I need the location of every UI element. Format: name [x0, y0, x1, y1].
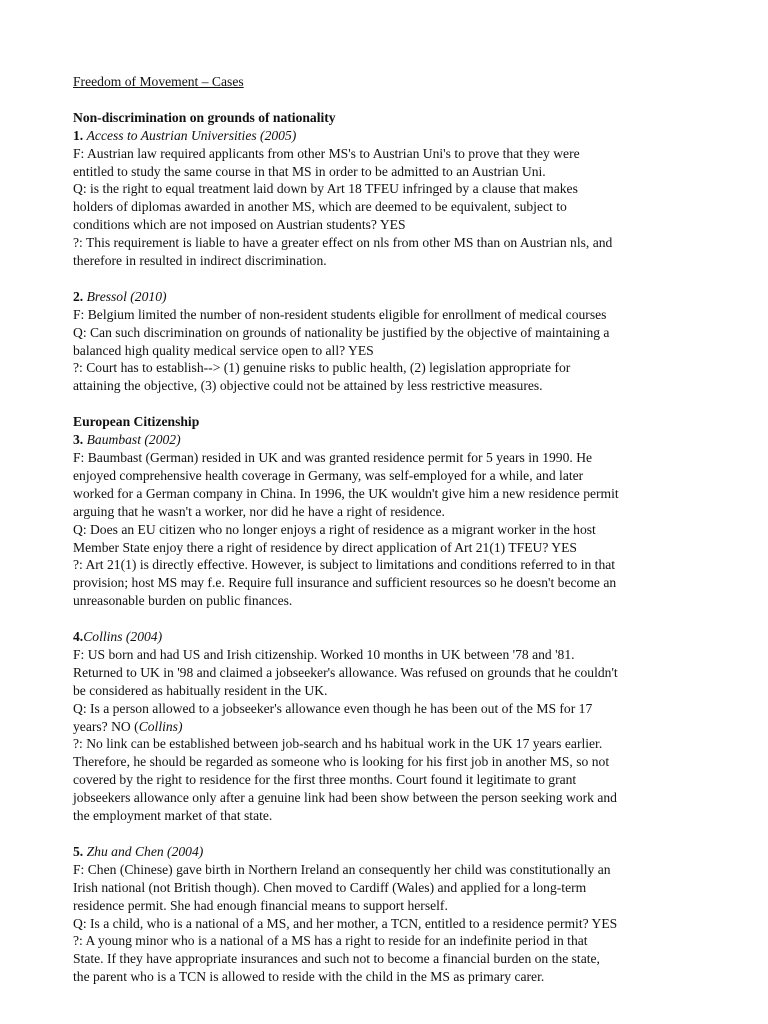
- case-line: Q: Does an EU citizen who no longer enjoys a right of residence as a migrant worker in the host: [73, 521, 596, 537]
- case-number: 2.: [73, 288, 84, 304]
- spacer: [73, 610, 733, 628]
- case-name: Baumbast (2002): [86, 432, 181, 448]
- case-number: 5.: [73, 843, 84, 859]
- case-line: therefore in resulted in indirect discrimination.: [73, 253, 327, 269]
- case-line: provision; host MS may f.e. Require full insurance and sufficient resources so he doesn't become an: [73, 575, 617, 591]
- case-line: arguing that he wasn't a worker, nor did he have a right of residence.: [73, 503, 445, 519]
- case-line: Returned to UK in '98 and claimed a jobseeker's allowance. Was refused on grounds that he couldn't: [73, 664, 618, 680]
- case-name: Collins (2004): [83, 629, 163, 645]
- case-line: State. If they have appropriate insurances and such not to become a financial burden on the state,: [73, 951, 600, 967]
- case-citation: Collins): [138, 718, 183, 734]
- case-line: the employment market of that state.: [73, 808, 273, 824]
- case-title: [73, 843, 733, 861]
- case-title: [73, 431, 733, 449]
- section-heading: Non-discrimination on grounds of nationality: [73, 109, 336, 125]
- case-line: Irish national (not British though). Chen moved to Cardiff (Wales) and applied for a long-term: [73, 879, 587, 895]
- spacer: [73, 270, 733, 288]
- case-line: entitled to study the same course in that MS in order to be admitted to an Austrian Uni.: [73, 163, 546, 179]
- case-title: [73, 288, 733, 306]
- case-line: jobseekers allowance only after a genuine link had been show between the person seeking work and: [73, 790, 617, 806]
- case-line: unreasonable burden on public finances.: [73, 593, 293, 609]
- case-line: F: Austrian law required applicants from other MS's to Austrian Uni's to prove that they were: [73, 145, 580, 161]
- case-line: Q: Is a person allowed to a jobseeker's allowance even though he has been out of the MS for 17: [73, 700, 593, 716]
- document-page: [73, 73, 733, 986]
- case-line: ?: Court has to establish--> (1) genuine risks to public health, (2) legislation appropriate for: [73, 360, 571, 376]
- spacer: [73, 395, 733, 413]
- case-line: ?: No link can be established between job-search and hs habitual work in the UK 17 years earlier.: [73, 736, 603, 752]
- case-line-prefix: years? NO (: [73, 718, 139, 734]
- case-number: 4.: [73, 629, 84, 645]
- case-line: covered by the right to residence for the first three months. Court found it legitimate to grant: [73, 772, 577, 788]
- spacer: [73, 825, 733, 843]
- case-line: enjoyed comprehensive health coverage in Germany, was self-employed for a while, and later: [73, 467, 584, 483]
- case-line: Q: Can such discrimination on grounds of nationality be justified by the objective of maintaining a: [73, 324, 610, 340]
- case-line: F: Belgium limited the number of non-resident students eligible for enrollment of medical courses: [73, 306, 607, 322]
- case-line: holders of diplomas awarded in another MS, which are deemed to be equivalent, subject to: [73, 199, 567, 215]
- case-name: Bressol (2010): [86, 288, 167, 304]
- case-line: ?: This requirement is liable to have a greater effect on nls from other MS than on Austrian nls, and: [73, 235, 613, 251]
- case-line: F: Baumbast (German) resided in UK and was granted residence permit for 5 years in 1990. He: [73, 449, 593, 465]
- case-line: ?: Art 21(1) is directly effective. However, is subject to limitations and conditions referred to in that: [73, 557, 616, 573]
- case-line: attaining the objective, (3) objective could not be attained by less restrictive measures.: [73, 378, 543, 394]
- case-line: balanced high quality medical service open to all? YES: [73, 342, 374, 358]
- case-line: worked for a German company in China. In 1996, the UK wouldn't give him a new residence permit: [73, 485, 619, 501]
- document-title: Freedom of Movement – Cases: [73, 74, 244, 89]
- case-line: F: Chen (Chinese) gave birth in Northern Ireland an consequently her child was constitutionally an: [73, 861, 611, 877]
- case-name: Zhu and Chen (2004): [86, 843, 204, 859]
- case-number: 3.: [73, 432, 84, 448]
- case-line: ?: A young minor who is a national of a MS has a right to reside for an indefinite period in that: [73, 933, 588, 949]
- case-name: Access to Austrian Universities (2005): [86, 127, 297, 143]
- case-title: [73, 127, 733, 145]
- case-line: be considered as habitually resident in the UK.: [73, 682, 328, 698]
- case-line: Member State enjoy there a right of residence by direct application of Art 21(1) TFEU? YES: [73, 539, 577, 555]
- case-line: residence permit. She had enough financial means to support herself.: [73, 897, 448, 913]
- case-line: the parent who is a TCN is allowed to reside with the child in the MS as primary carer.: [73, 969, 545, 985]
- section-heading: European Citizenship: [73, 414, 200, 430]
- case-title: [73, 628, 733, 646]
- case-line: Q: is the right to equal treatment laid down by Art 18 TFEU infringed by a clause that makes: [73, 181, 578, 197]
- case-number: 1.: [73, 127, 84, 143]
- case-line: [73, 718, 733, 736]
- spacer: [73, 91, 733, 109]
- case-line: F: US born and had US and Irish citizenship. Worked 10 months in UK between '78 and '81.: [73, 646, 575, 662]
- case-line: Therefore, he should be regarded as someone who is looking for his first job in another MS, so not: [73, 754, 610, 770]
- case-line: conditions which are not imposed on Austrian students? YES: [73, 217, 406, 233]
- case-line: Q: Is a child, who is a national of a MS, and her mother, a TCN, entitled to a residence permit? YES: [73, 915, 618, 931]
